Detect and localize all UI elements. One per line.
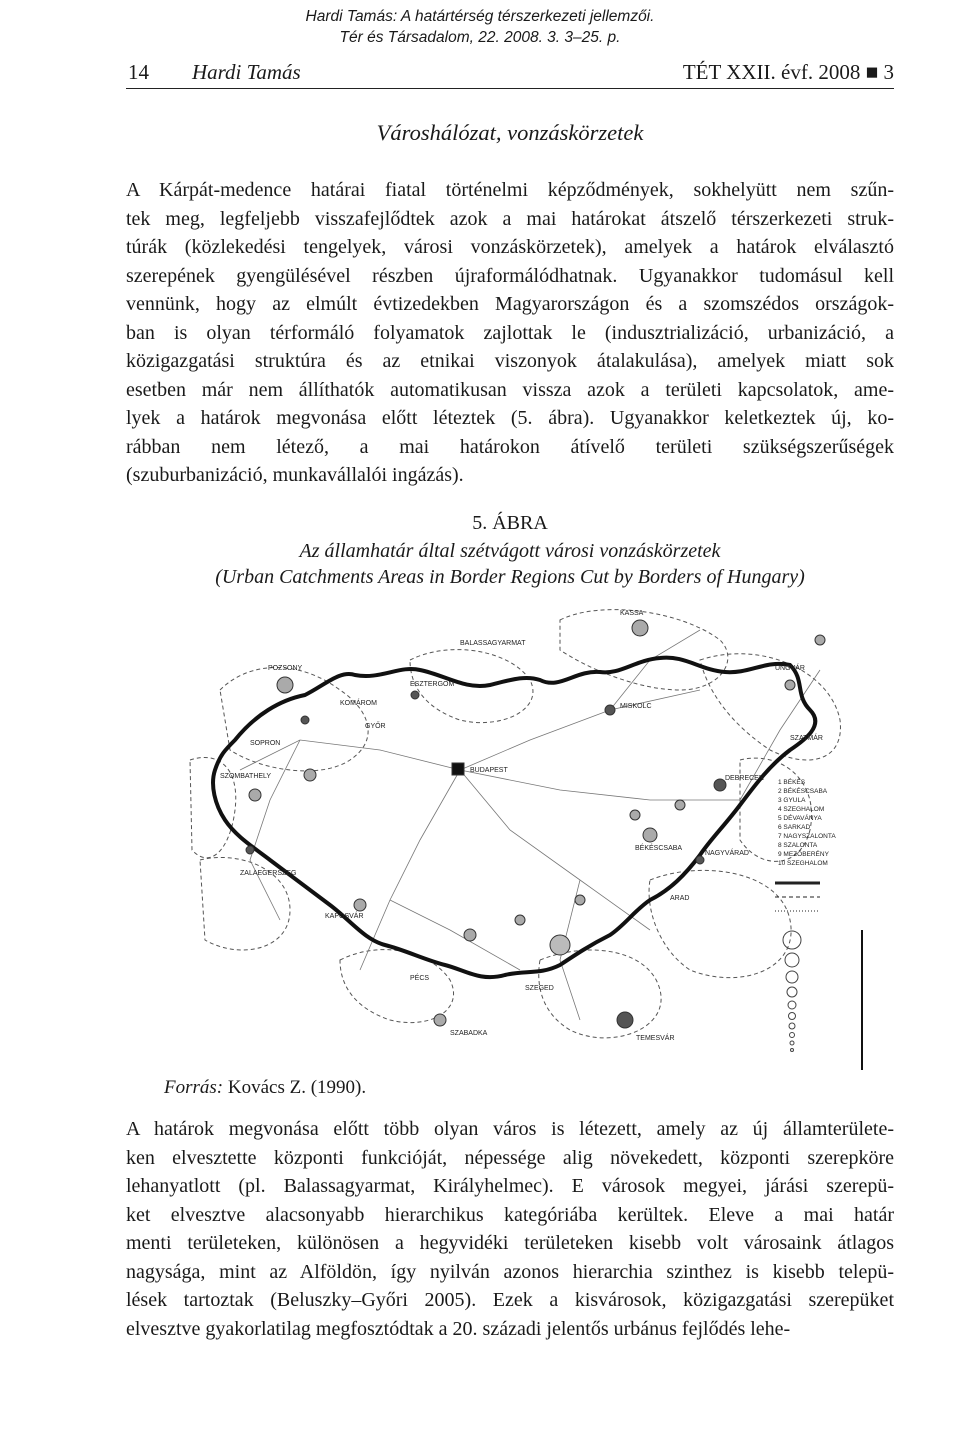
legend-item: 10 SZEGHALOM	[778, 860, 828, 867]
map-label: ZALAEGERSZEG	[240, 870, 297, 877]
text-line: A Kárpát-medence határai fiatal történelmi képződmények, sokhelyütt nem szűn-	[126, 179, 894, 201]
figure-source	[164, 1077, 366, 1099]
map-label: ESZTERGOM	[410, 681, 455, 688]
map-label: UNGVÁR	[775, 665, 805, 672]
text-line: túrák (közlekedési tengelyek, városi vonzáskörzetek), amelyek a határok elválasztó	[126, 236, 894, 258]
map-label: SZABADKA	[450, 1030, 488, 1037]
page-number: 14	[128, 60, 149, 84]
text-line: nagysága, mint az Alföldön, így nyilván azonos hierarchia szinthez is kisebb telepü-	[126, 1260, 894, 1283]
legend-item: 8 SZALONTA	[778, 842, 818, 849]
map-label: KAPOSVÁR	[325, 913, 364, 920]
city-markers	[246, 620, 825, 1028]
legend-item: 1 BÉKÉS	[778, 779, 806, 786]
text-line: A határok megvonása előtt több olyan város is létezett, amely az új államterülete-	[126, 1118, 894, 1140]
text-line: elvesztve gyakorlatilag megfosztódtak a 20. századi jelentős urbánus fejlődés lehe-	[126, 1317, 791, 1340]
legend-item: 9 MEZŐBERÉNY	[778, 851, 829, 858]
catchment-map-figure	[180, 600, 880, 1080]
text-line: vennünk, hogy az elmúlt évtizedekben Magyarországon és a szomszédos országok-	[126, 293, 894, 315]
map-label: POZSONY	[268, 665, 303, 672]
paragraph-1	[126, 176, 894, 490]
running-head-author: Hardi Tamás	[192, 60, 301, 84]
citation-header	[0, 6, 960, 48]
figure-number: 5. ÁBRA	[472, 512, 548, 534]
map-label: NAGYVÁRAD	[705, 850, 749, 857]
catchment-map	[180, 600, 880, 1080]
map-label: SZATMÁR	[790, 735, 823, 742]
map-label: KASSA	[620, 610, 644, 617]
legend-item: 4 SZEGHALOM	[778, 806, 825, 813]
map-label: SZOMBATHELY	[220, 773, 272, 780]
figure-title-english: (Urban Catchments Areas in Border Regions Cut by Borders of Hungary)	[215, 566, 805, 588]
legend-circle-sizes	[783, 931, 801, 1052]
map-label: BÉKÉSCSABA	[635, 845, 683, 852]
text-line: ban is olyan térformáló folyamatok zajlottak le (indusztrializáció, urbanizáció, a	[126, 321, 894, 344]
map-label: PÉCS	[410, 975, 430, 982]
paragraph-2	[126, 1115, 894, 1343]
source-text: Kovács Z. (1990).	[227, 1077, 367, 1098]
legend-item: 3 GYULA	[778, 797, 806, 804]
text-line: szerepének gyengülésével részben újraformálódhatnak. Ugyanakkor tudomásul kell	[126, 264, 894, 287]
legend-line-symbols	[775, 883, 820, 911]
text-line: lyek a határok megvonása előtt léteztek (5. ábra). Ugyanakkor keletkeztek új, ko-	[126, 407, 894, 429]
text-line: ket elvesztve alacsonyabb hierarchikus kategóriába kerültek. Eleve a mai határ	[126, 1203, 894, 1226]
map-label: SZEGED	[525, 985, 554, 992]
legend-list	[778, 777, 836, 867]
map-label: DEBRECEN	[725, 775, 764, 782]
citation-line-2: Tér és Társadalom, 22. 2008. 3. 3–25. p.	[339, 29, 621, 46]
map-label: GYŐR	[365, 723, 386, 730]
map-label: KOMÁROM	[340, 700, 377, 707]
text-line: lések tartoztak (Beluszky–Győri 2005). Ezek a kisvárosok, közigazgatási szerepüket	[126, 1289, 894, 1311]
text-line: ken elvesztette központi funkcióját, népessége alig növekedett, központi szerepköre	[126, 1146, 894, 1169]
budapest-marker	[452, 763, 464, 775]
legend-item: 2 BÉKÉSCSABA	[778, 788, 828, 795]
source-label: Forrás:	[164, 1077, 224, 1098]
running-head	[126, 58, 894, 89]
map-label: SOPRON	[250, 740, 281, 747]
map-labels	[220, 610, 823, 1042]
legend-item: 7 NAGYSZALONTA	[778, 833, 836, 840]
map-label: TEMESVÁR	[636, 1035, 675, 1042]
text-line: rábban nem létező, a mai határokon átívelő területi szükségszerűségek	[126, 435, 894, 458]
text-line: (szuburbanizáció, munkavállalói ingázás).	[126, 464, 464, 486]
section-title: Városhálózat, vonzáskörzetek	[376, 120, 644, 145]
road-network	[240, 630, 820, 1020]
figure-title-hungarian: Az államhatár által szétvágott városi vonzáskörzetek	[299, 540, 721, 562]
map-legend	[775, 777, 862, 1070]
hungary-border	[213, 658, 815, 978]
text-line: menti területeken, különösen a hegyvidéki területeken kisebb volt városaink átlagos	[126, 1232, 894, 1254]
text-line: tek meg, legfeljebb visszafejlődtek azok a mai határokat átszelő térszerkezeti struk-	[126, 207, 894, 230]
map-label: ARAD	[670, 895, 690, 902]
map-label: BALASSAGYARMAT	[460, 640, 526, 647]
running-head-journal: TÉT XXII. évf. 2008 ■ 3	[682, 60, 894, 84]
map-label: BUDAPEST	[470, 767, 508, 774]
text-line: esetben már nem állíthatók automatikusan vissza azok a területi kapcsolatok, ame-	[126, 378, 894, 401]
text-line: lehanyatlott (pl. Balassagyarmat, Királyhelmec). E városok megyei, járási szerepü-	[126, 1175, 894, 1197]
text-line: közigazgatási struktúra és az etnikai viszonyok átalakulása), amelyek miatt sok	[126, 350, 894, 372]
citation-line-1: Hardi Tamás: A határtérség térszerkezeti jellemzői.	[305, 8, 655, 25]
map-label: MISKOLC	[620, 703, 652, 710]
legend-item: 6 SARKAD	[778, 824, 811, 831]
legend-item: 5 DÉVAVÁNYA	[778, 815, 822, 822]
